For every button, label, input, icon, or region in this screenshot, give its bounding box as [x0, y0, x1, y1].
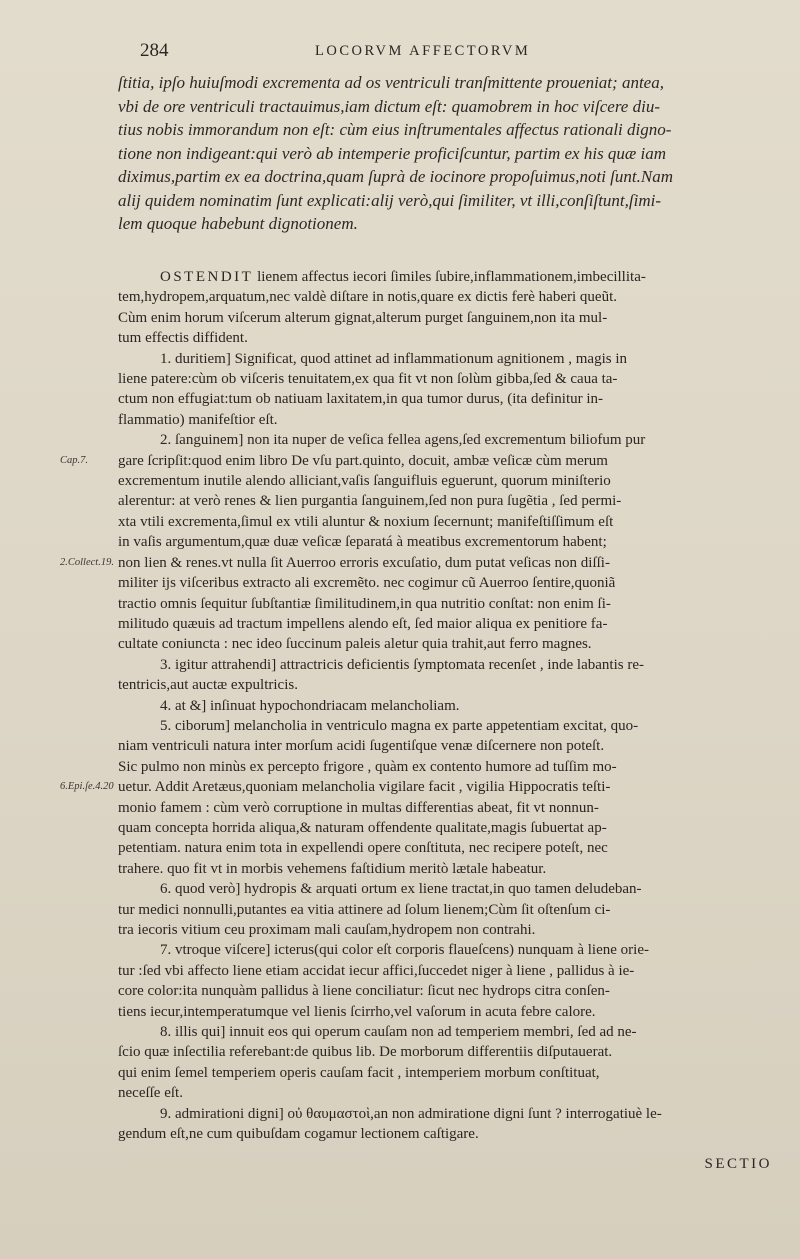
commentary-line-text: 4. at &] inſinuat hypochondriacam melancholiam. — [160, 697, 460, 714]
commentary-line-text: ſcio quæ inſectilia referebant:de quibus lib. De morborum differentiis diſputauerat. — [118, 1044, 613, 1061]
commentary-line-text: alerentur: at verò renes & lien purgantia ſanguinem,ſed non pura ſugẽtia , ſed permi- — [118, 493, 622, 510]
commentary-line — [118, 1042, 782, 1062]
commentary-line — [118, 818, 782, 838]
commentary-line — [118, 675, 782, 695]
commentary-line — [118, 328, 782, 348]
text-line: vbi de ore ventriculi tractauimus,iam dictum eſt: quamobrem in hoc viſcere diu- — [118, 96, 660, 116]
commentary-line-text: tem,hydropem,arquatum,nec valdè diſtare in notis,quare ex dictis ferè haberi queũt. — [118, 289, 617, 306]
commentary-line-text: 1. duritiem] Significat, quod attinet ad inflammationum agnitionem , magis in — [160, 350, 627, 367]
commentary-line — [118, 838, 782, 858]
commentary-line-text: tur :ſed vbi affecto liene etiam accidat iecur affici,ſuccedet niger à liene , pallidus à ie- — [118, 962, 635, 979]
commentary-line — [118, 798, 782, 818]
commentary-line — [118, 573, 782, 593]
commentary-line-text: in vaſis argumentum,quæ duæ veſicæ ſeparatá à meatibus excrementorum habent; — [118, 534, 607, 551]
commentary-line-text: monio famem : cùm verò corruptione in multas differentias abeat, fit vt nonnun- — [118, 799, 599, 816]
commentary-line — [118, 777, 782, 797]
commentary-line — [118, 655, 782, 675]
commentary-line-text: 3. igitur attrahendi] attractricis deficientis ſymptomata recenſet , inde labantis re- — [160, 656, 644, 673]
commentary-line — [118, 349, 782, 369]
commentary-line-text: militer ijs viſceribus extracto ali excremẽto. nec cogimur cũ Auerroo ſentire,quoniã — [118, 575, 616, 592]
commentary-line-text: qui enim ſemel temperiem operis cauſam facit , intemperiem morbum conſtituat, — [118, 1064, 600, 1081]
margin-note: Cap.7. — [60, 454, 89, 466]
main-text — [118, 71, 782, 236]
text-line: lem quoque habebunt dignotionem. — [118, 214, 358, 233]
commentary-line — [118, 287, 782, 307]
commentary-line-text: xta vtili excrementa,ſimul ex vtili aluntur & noxium ſecernunt; manifeſtiſſimum eſt — [118, 513, 614, 530]
commentary-line-text: petentiam. natura enim tota in expellendi opere conſtituta, nec recipere poteſt, nec — [118, 840, 608, 857]
commentary-line-text: niam ventriculi natura inter morſum acidi ſugentiſque venæ diſcernere non poteſt. — [118, 738, 605, 755]
text-line: tione non indigeant:qui verò ab intemperie proficiſcuntur, partim ex his quæ iam — [118, 143, 667, 163]
commentary-line-text: Sic pulmo non minùs ex percepto frigore , quàm ex contento humore ad tuſſim mo- — [118, 758, 617, 775]
commentary-line-text: neceſſe eſt. — [118, 1085, 183, 1102]
text-line: alij quidem nominatim ſunt explicati:alij verò,qui ſimiliter, vt illi,conſiſtunt,ſimi- — [118, 190, 661, 210]
commentary-line-text: tra iecoris vitium ceu proximam mali cauſam,hydropem non contrahi. — [118, 922, 536, 938]
commentary-line-text: trahere. quo fit vt in morbis vehemens faſtidium meritò lætale habeatur. — [118, 860, 547, 877]
page-header — [140, 40, 780, 66]
commentary-line — [118, 696, 782, 716]
commentary-line — [118, 553, 782, 573]
commentary-line-text: excrementum inutile alendo alliciant,vaſis ſanguifluis eguerunt, quorum miniſterio — [118, 473, 611, 490]
commentary-line-text: flammatio) manifeſtior eſt. — [118, 411, 278, 428]
commentary-line-text: cultate coniuncta : nec ideo ſuccinum paleis aletur quia trahit,aut ferro magnes. — [118, 636, 592, 653]
text-line: diximus,partim ex ea doctrina,quam ſuprà de iocinore propoſuimus,noti ſunt.Nam — [118, 167, 673, 186]
commentary-line-text: gare ſcripſit:quod enim libro De vſu part.quinto, docuit, ambæ veſicæ cùm merum — [118, 452, 608, 469]
commentary-line — [118, 716, 782, 736]
commentary-line-text: gendum eſt,ne cum quibuſdam cogamur lectionem caſtigare. — [118, 1126, 479, 1143]
commentary-line-text: liene patere:cùm ob viſceris tenuitatem,ex qua fit vt non ſolùm gibba,ſed & caua ta- — [118, 371, 618, 388]
commentary-line — [118, 1083, 782, 1103]
commentary-line — [118, 430, 782, 450]
commentary-line — [118, 961, 782, 981]
commentary-line-text: tur medici nonnulli,putantes ea vitia attinere ad ſolum lienem;Cùm ſit oſtenſum ci- — [118, 901, 611, 918]
commentary-line — [118, 369, 782, 389]
commentary-line — [118, 267, 782, 287]
commentary-line — [118, 532, 782, 552]
commentary-line — [118, 940, 782, 960]
commentary-line — [118, 757, 782, 777]
commentary-line — [118, 308, 782, 328]
text-line: ſtitia, ipſo huiuſmodi excrementa ad os ventriculi tranſmittente proueniat; antea, — [118, 73, 664, 92]
commentary-line — [118, 1063, 782, 1083]
initial-word: OSTENDIT — [160, 269, 254, 285]
commentary-line — [118, 410, 782, 430]
commentary-line-text: 8. illis qui] innuit eos qui operum cauſam non ad temperiem membri, ſed ad ne- — [160, 1024, 637, 1041]
commentary-line — [118, 900, 782, 920]
commentary-line-text: 9. admirationi digni] οὐ θαυμαστοὶ,an non admiratione digni ſunt ? interrogatiuè le- — [160, 1105, 662, 1122]
catchword: SECTIO — [704, 1156, 772, 1172]
commentary-line-text: tum effectis diffident. — [118, 330, 248, 347]
commentary-line — [118, 1104, 782, 1124]
commentary-line — [118, 451, 782, 471]
commentary-line — [118, 471, 782, 491]
commentary-line — [118, 736, 782, 756]
commentary-line-text: 5. ciborum] melancholia in ventriculo magna ex parte appetentiam excitat, quo- — [160, 717, 639, 734]
commentary-line-text: lienem affectus iecori ſimiles ſubire,inflammationem,imbecillita- — [253, 269, 646, 285]
commentary-line — [118, 634, 782, 654]
text-line: tius nobis immorandum non eſt: cùm eius inſtrumentales affectus rationali digno- — [118, 120, 672, 139]
commentary-line-text: 7. vtroque viſcere] icterus(qui color eſt corporis flaueſcens) nunquam à liene orie- — [160, 942, 649, 959]
margin-note: 6.Epi.ſe.4.20 — [60, 781, 114, 792]
commentary-line-text: core color:ita nunquàm pallidus à liene conciliatur: ſicut nec hydrops citra conſen- — [118, 983, 610, 1000]
commentary-line — [118, 981, 782, 1001]
commentary-line — [118, 1124, 782, 1144]
commentary-line — [118, 491, 782, 511]
commentary-line-text: 6. quod verò] hydropis & arquati ortum ex liene tractat,in quo tamen deludeban- — [160, 881, 642, 898]
commentary-line — [118, 594, 782, 614]
commentary-line-text: tractio omnis ſequitur ſubſtantiæ ſimilitudinem,in qua nutritio conſtat: non enim ſi- — [118, 595, 611, 612]
margin-note: 2.Collect.19. — [60, 556, 114, 568]
commentary-line — [118, 512, 782, 532]
commentary-line — [118, 859, 782, 879]
running-title: LOCORVM AFFECTORVM — [315, 43, 531, 59]
commentary-line-text: 2. ſanguinem] non ita nuper de veſica fellea agens,ſed excrementum biliofum pur — [160, 432, 646, 449]
commentary-line-text: quam concepta horrida aliqua,& naturam offendente qualitate,magis ſubuertat ap- — [118, 819, 607, 836]
commentary-line-text: tiens iecur,intemperatumque vel lienis ſcirrho,vel vaſorum in acuta febre calore. — [118, 1003, 596, 1020]
commentary-line — [118, 879, 782, 899]
commentary-line-text: uetur. Addit Aretæus,quoniam melancholia vigilare facit , vigilia Hippocratis teſti- — [118, 779, 611, 796]
commentary-line-text: tentricis,aut auctæ expultricis. — [118, 677, 298, 694]
commentary-line — [118, 389, 782, 409]
commentary-line — [118, 614, 782, 634]
commentary-line — [118, 1022, 782, 1042]
commentary-line-text: ctum non effugiat:tum ob natiuam laxitatem,in qua tumor durus, (ita definitur in- — [118, 391, 604, 408]
commentary-line-text: militudo quæuis ad tractum impellens alendo eſt, ſed maior aliqua ex penitiore fa- — [118, 615, 608, 632]
commentary-line-text: Cùm enim horum viſcerum alterum gignat,alterum purget ſanguinem,non ita mul- — [118, 309, 608, 326]
commentary-line — [118, 920, 782, 940]
commentary-line — [118, 1002, 782, 1022]
page-number: 284 — [140, 40, 169, 61]
commentary-line-text: non lien & renes.vt nulla ſit Auerroo erroris excuſatio, dum putat veſicas non diſſi- — [118, 554, 610, 571]
commentary-text — [118, 267, 782, 1144]
